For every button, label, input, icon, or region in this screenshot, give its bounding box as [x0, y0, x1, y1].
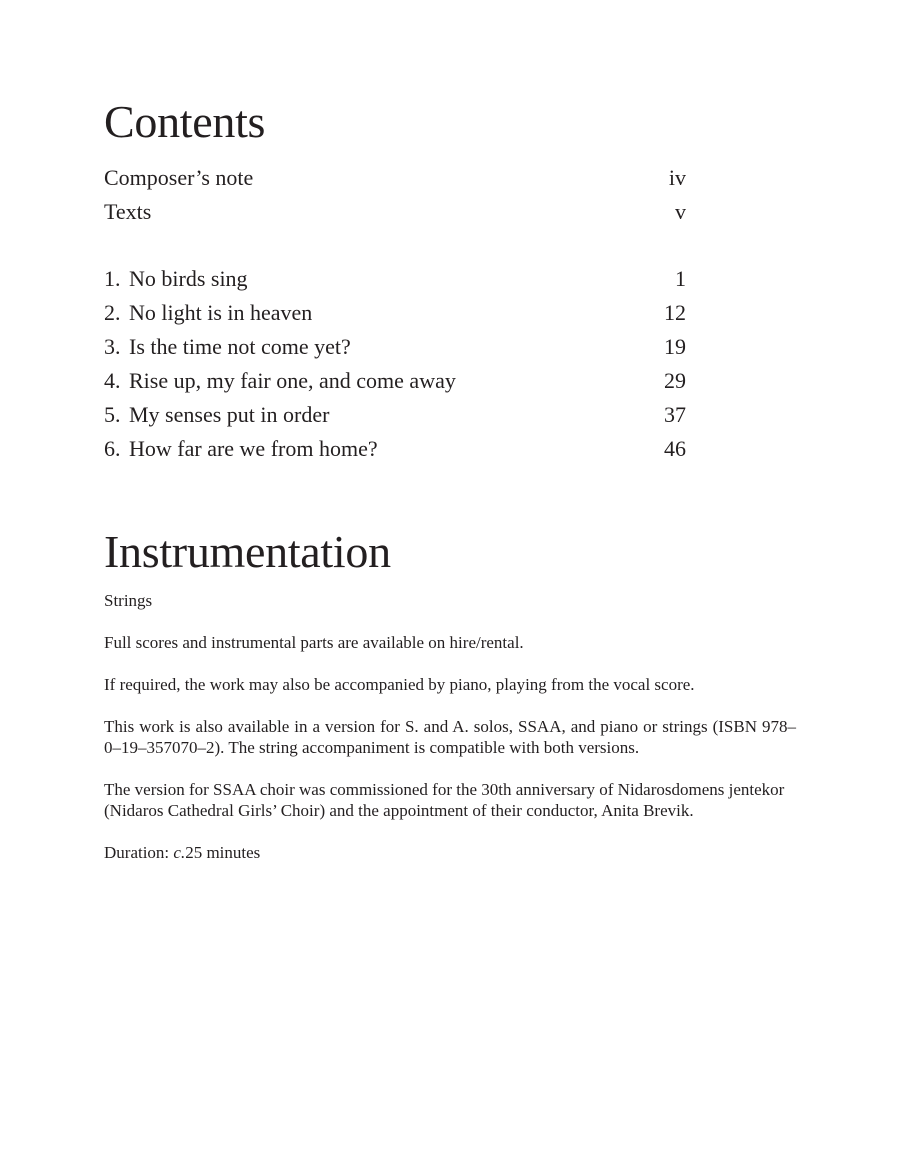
toc-entry-number: 2.	[104, 300, 121, 325]
toc-entry-title: Texts	[104, 199, 152, 224]
toc-entry-page: 1	[675, 266, 686, 291]
toc-entry	[104, 262, 686, 296]
toc-entry	[104, 161, 686, 195]
toc-entry-title: My senses put in order	[129, 402, 330, 427]
duration-approx: c.	[173, 843, 186, 862]
instrumentation-paragraph: This work is also available in a version for S. and A. solos, SSAA, and piano or strings (ISBN 978–0–19–357070–2). The string accompaniment is compatible with both versions.	[104, 717, 796, 757]
contents-heading: Contents	[104, 96, 266, 147]
toc-entry-page: iv	[668, 165, 686, 190]
instrumentation-body	[104, 590, 796, 884]
toc-entry-title: Composer’s note	[104, 165, 254, 190]
front-matter-list	[104, 161, 686, 229]
songs-list	[104, 262, 686, 466]
toc-entry-number: 3.	[104, 334, 121, 359]
toc-entry-page: 29	[664, 368, 686, 393]
toc-entry	[104, 195, 686, 229]
instrumentation-paragraph: Strings	[104, 591, 153, 610]
toc-entry	[104, 296, 686, 330]
toc-entry-number: 6.	[104, 436, 121, 461]
duration-value: 25 minutes	[185, 843, 261, 862]
toc-entry-page: v	[675, 199, 686, 224]
toc-entry-number: 1.	[104, 266, 121, 291]
toc-entry-number: 5.	[104, 402, 121, 427]
duration-label: Duration:	[104, 843, 174, 862]
toc-entry-page: 12	[664, 300, 686, 325]
toc-entry-page: 37	[664, 402, 686, 427]
toc-entry-title: No light is in heaven	[129, 300, 313, 325]
toc-entry-title: How far are we from home?	[129, 436, 378, 461]
instrumentation-heading: Instrumentation	[104, 526, 391, 577]
toc-entry-title: Rise up, my fair one, and come away	[129, 368, 456, 393]
toc-entry	[104, 432, 686, 466]
instrumentation-paragraph: If required, the work may also be accompanied by piano, playing from the vocal score.	[104, 675, 695, 694]
toc-entry-page: 19	[664, 334, 686, 359]
toc-entry	[104, 364, 686, 398]
toc-entry-title: Is the time not come yet?	[129, 334, 351, 359]
instrumentation-paragraph: Full scores and instrumental parts are available on hire/rental.	[104, 633, 524, 652]
duration-line	[104, 842, 796, 863]
toc-entry	[104, 398, 686, 432]
toc-entry	[104, 330, 686, 364]
toc-entry-number: 4.	[104, 368, 121, 393]
toc-entry-page: 46	[664, 436, 686, 461]
instrumentation-paragraph: The version for SSAA choir was commissioned for the 30th anniversary of Nidarosdomens jentekor (Nidaros Cathedral Girls’ Choir) and the appointment of their conductor, Anita Brevik.	[104, 780, 785, 820]
toc-entry-title: No birds sing	[129, 266, 248, 291]
